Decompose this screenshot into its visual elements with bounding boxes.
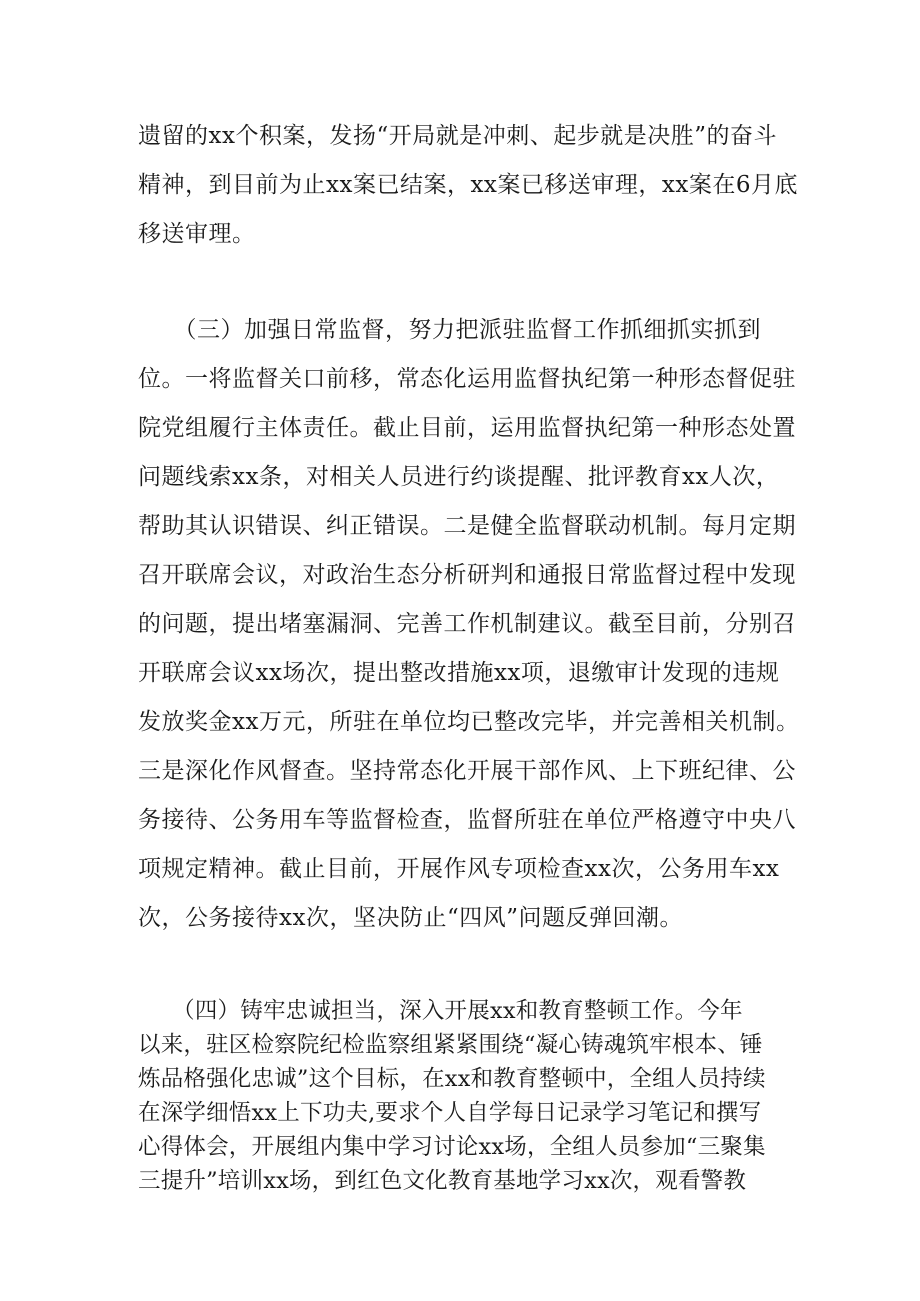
text-line: 次，公务接待xx次，坚决防止“四风”问题反弹回潮。 <box>138 905 683 931</box>
text-line: （三）加强日常监督，努力把派驻监督工作抓细抓实抓到 <box>138 317 761 343</box>
text-line: 召开联席会议，对政治生态分析研判和通报日常监督过程中发现 <box>138 562 796 588</box>
text-line: 开联席会议xx场次，提出整改措施xx项，退缴审计发现的违规 <box>138 660 780 686</box>
text-line: 项规定精神。截止目前，开展作风专项检查xx次，公务用车xx <box>138 856 780 882</box>
text-line: 心得体会，开展组内集中学习讨论xx场，全组人员参加“三聚集 <box>138 1134 766 1160</box>
text-line: 的问题，提出堵塞漏洞、完善工作机制建议。截至目前，分别召 <box>138 611 796 637</box>
text-line: （四）铸牢忠诚担当，深入开展xx和教育整顿工作。今年 <box>138 998 743 1024</box>
text-line: 遗留的xx个积案，发扬“开局就是冲刺、起步就是决胜”的奋斗 <box>138 123 777 149</box>
text-line: 炼品格强化忠诚”这个目标，在xx和教育整顿中，全组人员持续 <box>138 1066 766 1092</box>
text-line: 在深学细悟xx上下功夫,要求个人自学每日记录学习笔记和撰写 <box>138 1100 762 1126</box>
text-line: 务接待、公务用车等监督检查，监督所驻在单位严格遵守中央八 <box>138 807 796 833</box>
text-line: 院党组履行主体责任。截止目前，运用监督执纪第一种形态处置 <box>138 415 796 441</box>
text-line: 移送审理。 <box>138 221 256 247</box>
text-line: 精神，到目前为止xx案已结案，xx案已移送审理，xx案在6月底 <box>138 172 798 198</box>
text-line: 三提升”培训xx场，到红色文化教育基地学习xx次，观看警教 <box>138 1168 747 1194</box>
text-line: 帮助其认识错误、纠正错误。二是健全监督联动机制。每月定期 <box>138 513 796 539</box>
text-line: 三是深化作风督查。坚持常态化开展干部作风、上下班纪律、公 <box>138 758 796 784</box>
text-line: 以来，驻区检察院纪检监察组紧紧围绕“凝心铸魂筑牢根本、锤 <box>138 1032 763 1058</box>
text-line: 问题线索xx条，对相关人员进行约谈提醒、批评教育xx人次， <box>138 464 780 490</box>
text-line: 发放奖金xx万元，所驻在单位均已整改完毕，并完善相关机制。 <box>138 709 800 735</box>
text-line: 位。一将监督关口前移，常态化运用监督执纪第一种形态督促驻 <box>138 366 796 392</box>
